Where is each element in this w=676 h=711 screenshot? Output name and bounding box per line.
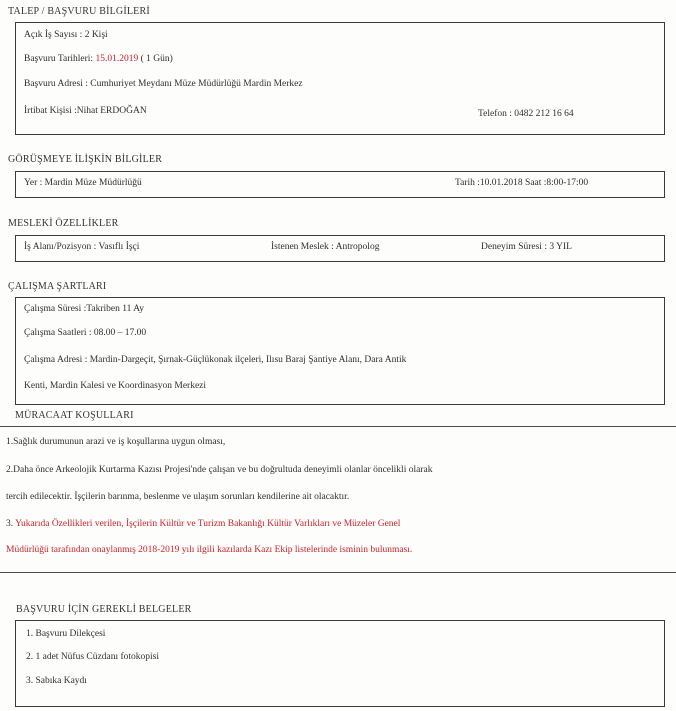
calisma-box [15, 297, 665, 405]
section-title-calisma: ÇALIŞMA ŞARTLARI [8, 281, 107, 292]
belge-1: 1. Başvuru Dilekçesi [26, 629, 106, 639]
acik-is-sayisi: Açık İş Sayısı : 2 Kişi [24, 30, 108, 40]
basvuru-tarihi-value: 15.01.2019 [95, 54, 139, 64]
section-title-mesleki: MESLEKİ ÖZELLİKLER [8, 218, 119, 229]
belge-3: 3. Sabıka Kaydı [26, 676, 87, 686]
gorusme-box [15, 171, 665, 198]
irtibat-kisisi: İrtibat Kişisi :Nihat ERDOĞAN [24, 106, 147, 116]
gorusme-tarih-saat: Tarih :10.01.2018 Saat :8:00-17:00 [455, 178, 589, 188]
section-title-belgeler: BAŞVURU İÇİN GEREKLİ BELGELER [16, 604, 192, 615]
kosul-1: 1.Sağlık durumunun arazi ve iş koşullarına uygun olması, [6, 437, 226, 447]
kosul-2-line2: tercih edilecektir. İşçilerin barınma, beslenme ve ulaşım sorunları kendilerine ait olacaktır. [6, 492, 350, 502]
basvuru-tarihleri [24, 54, 173, 64]
istenen-meslek: İstenen Meslek : Antropolog [271, 242, 380, 252]
is-alani: İş Alanı/Pozisyon : Vasıflı İşçi [24, 242, 140, 252]
calisma-saatleri: Çalışma Saatleri : 08.00 – 17.00 [24, 328, 147, 338]
muracaat-bottom-rule [0, 572, 676, 573]
talep-box [15, 22, 665, 135]
section-title-talep: TALEP / BAŞVURU BİLGİLERİ [8, 6, 150, 17]
calisma-adresi-line2: Kenti, Mardin Kalesi ve Koordinasyon Merkezi [24, 381, 207, 391]
section-title-muracaat: MÜRACAAT KOŞULLARI [15, 410, 134, 421]
muracaat-top-rule [0, 426, 676, 427]
basvuru-tarihi-suffix: ( 1 Gün) [138, 54, 173, 64]
kosul-3-line2: Müdürlüğü tarafından onaylanmış 2018-2019 yılı ilgili kazılarda Kazı Ekip listelerinde isminin bulunması. [6, 545, 413, 555]
calisma-suresi: Çalışma Süresi :Takriben 11 Ay [24, 304, 145, 314]
kosul-2-line1: 2.Daha önce Arkeolojik Kurtarma Kazısı Projesi'nde çalışan ve bu doğrultuda deneyimli olanlar öncelikli olarak [6, 465, 433, 475]
belgeler-box [15, 620, 665, 707]
gorusme-yer: Yer : Mardin Müze Müdürlüğü [24, 178, 142, 188]
deneyim-suresi: Deneyim Süresi : 3 YIL [481, 242, 572, 252]
calisma-adresi-line1: Çalışma Adresi : Mardin-Dargeçit, Şırnak-Güçlükonak ilçeleri, Ilısu Baraj Şantiye Alanı, Dara Antik [24, 355, 407, 365]
kosul-3-text: Yukarıda Özellikleri verilen, İşçilerin Kültür ve Turizm Bakanlığı Kültür Varlıkları ve Müzeler Genel [15, 519, 401, 529]
telefon: Telefon : 0482 212 16 64 [478, 109, 574, 119]
belge-2: 2. 1 adet Nüfus Cüzdanı fotokopisi [26, 652, 159, 662]
mesleki-box [15, 235, 665, 262]
kosul-3-line1 [6, 519, 400, 529]
section-title-gorusme: GÖRÜŞMEYE İLİŞKİN BİLGİLER [8, 154, 163, 165]
basvuru-tarihleri-label: Başvuru Tarihleri: [24, 54, 96, 64]
kosul-3-number: 3. [6, 519, 16, 529]
basvuru-adresi: Başvuru Adresi : Cumhuriyet Meydanı Müze Müdürlüğü Mardin Merkez [24, 79, 303, 89]
